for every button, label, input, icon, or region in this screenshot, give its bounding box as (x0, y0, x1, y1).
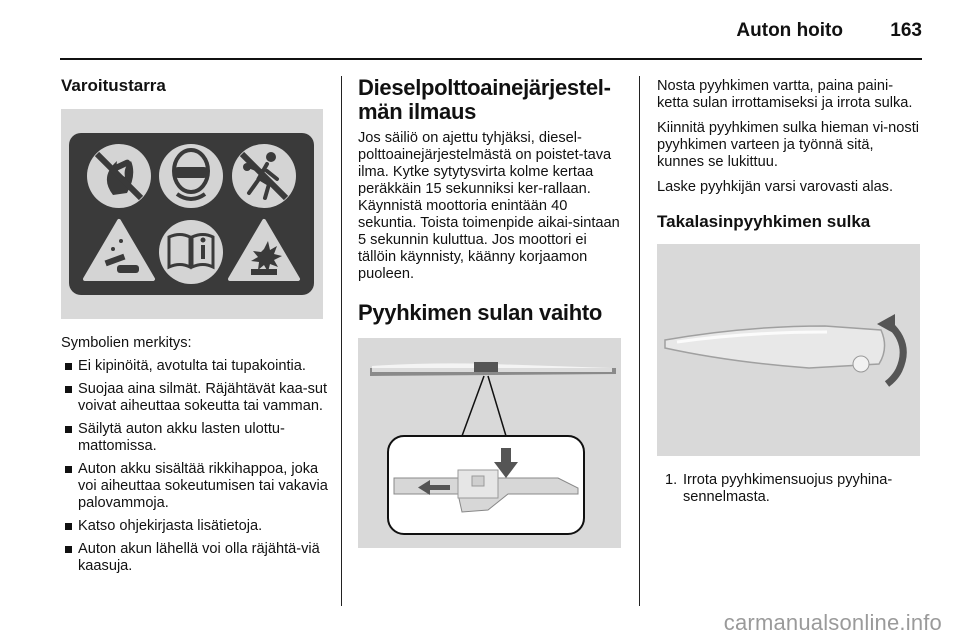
list-item: Auton akun lähellä voi olla räjähtä-viä kaasuja. (61, 541, 329, 575)
column-3 (657, 72, 920, 506)
list-item: Säilytä auton akku lasten ulottu-mattomissa. (61, 421, 329, 455)
list-item (657, 472, 920, 506)
header-title: Auton hoito (736, 20, 843, 41)
rear-wiper-illustration (657, 244, 920, 456)
header-rule (60, 58, 922, 60)
list-item: Katso ohjekirjasta lisätietoja. (61, 518, 329, 535)
wiper-blade-illustration (358, 338, 621, 548)
rear-wiper-figure (657, 244, 920, 456)
warning-label-illustration (61, 109, 323, 319)
column-divider-2 (639, 76, 640, 606)
step-number: 1. (665, 472, 678, 489)
wiper-remove-text: Nosta pyyhkimen vartta, paina paini-ketta sulan irrottamiseksi ja irrota sulka. (657, 78, 913, 111)
symbols-intro: Symbolien merkitys: (61, 335, 192, 352)
wiper-attach-text: Kiinnitä pyyhkimen sulka hieman vi-nosti pyyhkimen varteen ja työnnä sitä, kunnes se lukittuu. (657, 120, 919, 170)
page-header (0, 0, 960, 60)
heading-warning-label: Varoitustarra (61, 76, 166, 95)
wiper-blade-figure (358, 338, 621, 548)
heading-rear-wiper-blade: Takalasinpyyhkimen sulka (657, 212, 871, 231)
list-item: Auton akku sisältää rikkihappoa, joka voi aiheuttaa sokeutumisen tai vakavia palovammoja. (61, 461, 329, 512)
column-divider-1 (341, 76, 342, 606)
column-1 (61, 72, 329, 581)
rear-wiper-steps (657, 472, 920, 506)
heading-diesel-bleeding: Dieselpolttoainejärjestel-män ilmaus (358, 75, 611, 125)
eye-protection-icon (159, 144, 223, 208)
step-text: Irrota pyyhkimensuojus pyyhina-sennelmasta. (683, 472, 893, 506)
wiper-lower-text: Laske pyyhkijän varsi varovasti alas. (657, 179, 894, 195)
page-number: 163 (890, 20, 922, 41)
column-2 (358, 72, 623, 548)
list-item: Suojaa aina silmät. Räjähtävät kaa-sut voivat aiheuttaa sokeutta tai vamman. (61, 381, 329, 415)
diesel-bleeding-text: Jos säiliö on ajettu tyhjäksi, diesel-polttoainejärjestelmästä on poistet-tava ilma. Kytke sytytysvirta kolme kertaa peräkkäin 15 sekunniksi ker-rallaan. Käynnistä moottoria enintään 40 sekuntia. Toista toimenpide aikai-sintaan 5 sekunnin kuluttua. Jos moottori ei tällöin käynnisty, käänny korjaamon puoleen. (358, 130, 620, 283)
no-fire-icon (87, 144, 151, 208)
heading-wiper-blade-change: Pyyhkimen sulan vaihto (358, 300, 603, 326)
watermark: carmanualsonline.info (723, 610, 942, 635)
read-manual-icon (159, 220, 223, 284)
warning-label-figure (61, 109, 323, 319)
list-item: Ei kipinöitä, avotulta tai tupakointia. (61, 358, 329, 375)
symbols-list (61, 358, 329, 575)
keep-children-away-icon (232, 144, 296, 208)
